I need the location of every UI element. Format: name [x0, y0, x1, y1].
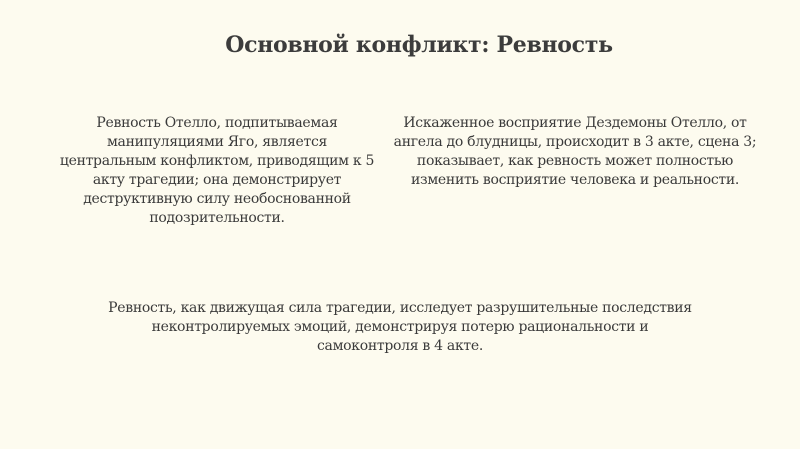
slide-title: Основной конфликт: Ревность	[225, 32, 613, 58]
left-text-block: Ревность Отелло, подпитываемая манипуляциями Яго, является центральным конфликтом, приводящим к 5 акту трагедии; она демонстрирует деструктивную силу необоснованной подозрительности.	[59, 115, 375, 226]
bottom-text-block: Ревность, как движущая сила трагедии, исследует разрушительные последствия неконтролируемых эмоций, демонстрируя потерю рациональности и самоконтроля в 4 акте.	[108, 300, 692, 354]
right-text-block: Искаженное восприятие Дездемоны Отелло, от ангела до блудницы, происходит в 3 акте, сцена 3; показывает, как ревность может полностью изменить восприятие человека и реальности.	[393, 115, 757, 188]
